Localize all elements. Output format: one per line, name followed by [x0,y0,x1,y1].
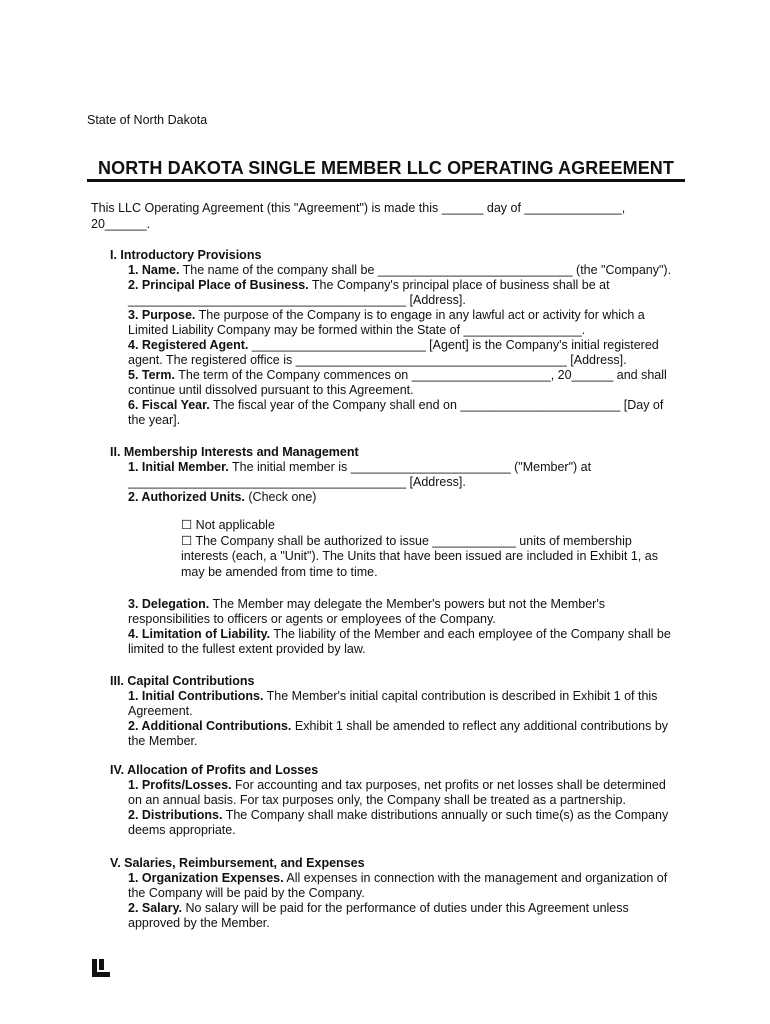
section-heading: II. Membership Interests and Management [110,445,359,459]
clause-label: 1. Name. [128,263,180,277]
clause-text-line2: approved by the Member. [128,916,270,930]
section-introductory-provisions [110,248,680,428]
clause-text: No salary will be paid for the performance of duties under this Agreement unless [181,901,629,915]
intro-line-1: This LLC Operating Agreement (this "Agreement") is made this ______ day of ______________, [91,201,626,215]
state-label: State of North Dakota [87,113,208,127]
clause-registered-agent [110,338,680,368]
clause-text-line2: ________________________________________ [Address]. [128,475,466,489]
clause-text: The name of the company shall be ____________________________ (the "Company"). [179,263,672,277]
section-membership-interests [110,445,680,505]
clause-label: 4. Limitation of Liability. [128,627,271,641]
clause-initial-member [110,460,680,490]
clause-label: 3. Purpose. [128,308,196,322]
clause-label: 2. Distributions. [128,808,223,822]
clause-text: The Member may delegate the Member's powers but not the Member's [209,597,605,611]
clause-label: 2. Authorized Units. [128,490,245,504]
section-heading: V. Salaries, Reimbursement, and Expenses [110,856,365,870]
brand-logo-icon [91,958,111,978]
clause-text-line2: continue until dissolved pursuant to this Agreement. [128,383,414,397]
clause-salary [110,901,680,931]
clause-fiscal-year [110,398,680,428]
checkbox-option-not-applicable[interactable]: ☐ Not applicable [181,518,275,532]
section-heading: IV. Allocation of Profits and Losses [110,763,319,777]
clause-text: Exhibit 1 shall be amended to reflect any additional contributions by [291,719,669,733]
intro-line-2: 20______. [91,216,151,231]
clause-text-line2: deems appropriate. [128,823,236,837]
clause-label: 1. Organization Expenses. [128,871,284,885]
clause-text: The purpose of the Company is to engage in any lawful act or activity for which a [195,308,645,322]
section-membership-continued [110,597,680,657]
option-line: ☐ The Company shall be authorized to issue ____________ units of membership [181,533,632,548]
section-heading: I. Introductory Provisions [110,248,262,262]
clause-label: 2. Principal Place of Business. [128,278,309,292]
clause-text-line2: on an annual basis. For tax purposes only, the Company shall be treated as a partnership. [128,793,626,807]
clause-purpose [110,308,680,338]
clause-text: The term of the Company commences on ____________________, 20______ and shall [175,368,667,382]
clause-principal-place [110,278,680,308]
clause-name [110,263,680,278]
clause-text: The Company shall make distributions annually or such time(s) as the Company [222,808,669,822]
section-allocation-profits-losses [110,763,680,838]
clause-text: All expenses in connection with the management and organization of [283,871,668,885]
clause-label: 4. Registered Agent. [128,338,249,352]
clause-label: 6. Fiscal Year. [128,398,210,412]
clause-text: The Company's principal place of business shall be at [308,278,610,292]
clause-label: 2. Salary. [128,901,182,915]
clause-text: _________________________ [Agent] is the Company's initial registered [248,338,659,352]
clause-profits-losses [110,778,680,808]
clause-text-line2: the year]. [128,413,181,427]
clause-text-line2: responsibilities to officers or agents or employees of the Company. [128,612,496,626]
clause-label: 1. Initial Contributions. [128,689,264,703]
document-title: NORTH DAKOTA SINGLE MEMBER LLC OPERATING AGREEMENT [98,158,674,178]
clause-label: 3. Delegation. [128,597,210,611]
option-line: may be amended from time to time. [181,564,378,579]
clause-delegation [110,597,680,627]
clause-limitation-of-liability [110,627,680,657]
clause-text: The fiscal year of the Company shall end on _______________________ [Day of [209,398,664,412]
clause-text: The Member's initial capital contribution is described in Exhibit 1 of this [263,689,658,703]
clause-label: 1. Profits/Losses. [128,778,232,792]
clause-text: The liability of the Member and each employee of the Company shall be [270,627,671,641]
clause-text-line2: Agreement. [128,704,193,718]
clause-text: (Check one) [244,490,317,504]
checkbox-option-issue-units[interactable] [181,534,676,581]
clause-authorized-units [110,490,680,505]
clause-label: 2. Additional Contributions. [128,719,292,733]
clause-distributions [110,808,680,838]
clause-text-line2: the Company will be paid by the Company. [128,886,365,900]
authorized-units-options [181,518,676,580]
clause-label: 5. Term. [128,368,176,382]
clause-organization-expenses [110,871,680,901]
clause-initial-contributions [110,689,680,719]
clause-text: For accounting and tax purposes, net profits or net losses shall be determined [231,778,666,792]
clause-text-line2: ________________________________________ [Address]. [128,293,466,307]
clause-text-line2: limited to the fullest extent provided by law. [128,642,366,656]
clause-text-line2: Limited Liability Company may be formed within the State of _________________. [128,323,586,337]
intro-paragraph [91,201,651,232]
section-capital-contributions [110,674,680,749]
section-heading: III. Capital Contributions [110,674,255,688]
clause-text: The initial member is _______________________ ("Member") at [228,460,592,474]
clause-additional-contributions [110,719,680,749]
title-rule [87,179,685,182]
clause-term [110,368,680,398]
clause-text-line2: agent. The registered office is _______________________________________ [Address]. [128,353,627,367]
option-line: interests (each, a "Unit"). The Units that have been issued are included in Exhibit 1, as [181,549,658,563]
clause-label: 1. Initial Member. [128,460,229,474]
section-salaries-reimbursement [110,856,680,931]
clause-text-line2: the Member. [128,734,198,748]
